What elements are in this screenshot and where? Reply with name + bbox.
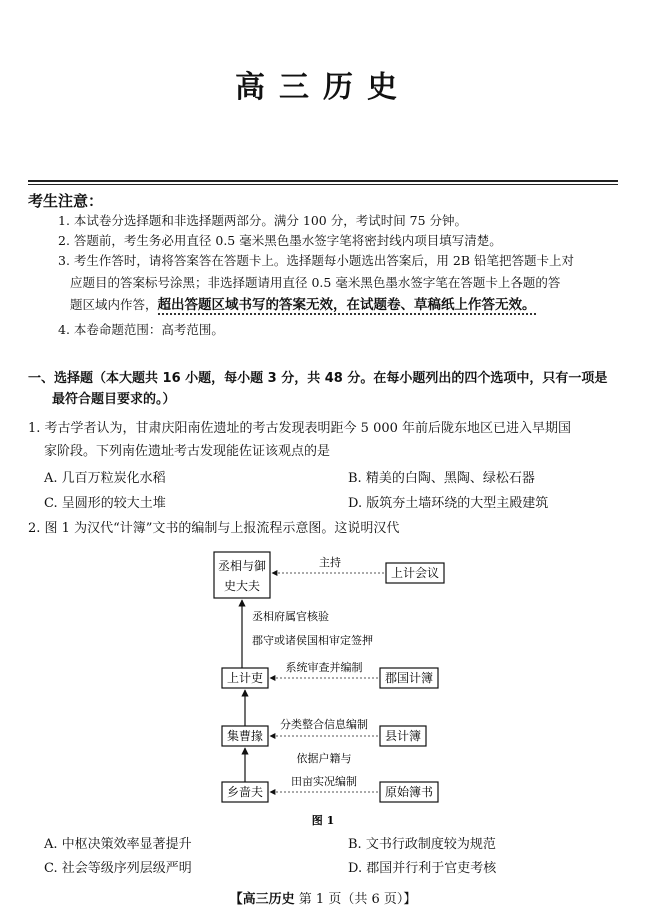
footer-page: 第 1 页（共 6 页）】 [298, 892, 417, 907]
q2-stem: 2. 图 1 为汉代“计簿”文书的编制与上报流程示意图。这说明汉代 [28, 521, 400, 536]
node-original-records-label: 原始簿书 [384, 785, 434, 799]
edge-sign-label: 郡守或诸侯国相审定签押 [252, 634, 373, 647]
page-title: 高三历史 [235, 70, 411, 105]
section-line-1: 一、选择题（本大题共 16 小题，每小题 3 分，共 48 分。在每小题列出的四个选项中，只有一项是 [28, 371, 608, 386]
notice-item-3-tail: 题区域内作答， [70, 297, 158, 312]
node-accounting-officer-label: 上计吏 [226, 671, 264, 685]
node-commandery-ledger-label: 郡国计簿 [384, 671, 434, 685]
section-line-2: 最符合题目要求的。） [52, 392, 176, 407]
node-meeting-label: 上计会议 [390, 566, 440, 580]
q2-option-c: C. 社会等级序列层级严明 [44, 861, 192, 876]
notice-item-4: 4. 本卷命题范围：高考范围。 [58, 322, 224, 337]
notice-heading: 考生注意： [28, 192, 104, 210]
header-rule-thick [28, 180, 618, 182]
q2-option-a: A. 中枢决策效率显著提升 [44, 837, 192, 852]
q1-option-a: A. 几百万粒炭化水稻 [44, 471, 166, 486]
notice-item-3-end [70, 295, 536, 315]
notice-item-2: 2. 答题前，考生务必用直径 0.5 毫米黑色墨水签字笔将密封线内项目填写清楚。 [58, 233, 502, 248]
flow-diagram [0, 540, 646, 830]
node-township-official-label: 乡啬夫 [226, 785, 264, 799]
node-collection-clerk-label: 集曹掾 [226, 729, 264, 743]
notice-emphasis: 超出答题区域书写的答案无效，在试题卷、草稿纸上作答无效。 [157, 297, 536, 313]
edge-verify-label: 丞相府属官核验 [252, 610, 329, 623]
edge-compile-3-label-1: 依据户籍与 [296, 752, 352, 765]
edge-preside-label: 主持 [319, 556, 341, 569]
notice-item-1: 1. 本试卷分选择题和非选择题两部分。满分 100 分，考试时间 75 分钟。 [58, 213, 468, 228]
figure-caption: 图 1 [311, 814, 335, 827]
footer-label: 【高三历史 [229, 892, 295, 907]
page-footer [0, 888, 646, 907]
edge-compile-2-label: 分类整合信息编制 [280, 718, 368, 731]
notice-item-3: 3. 考生作答时，请将答案答在答题卡上。选择题每小题选出答案后，用 2B 铅笔把答题卡上对 [58, 253, 574, 268]
q2-option-d: D. 郡国并行利于官吏考核 [348, 861, 497, 876]
q1-option-b: B. 精美的白陶、黑陶、绿松石器 [348, 471, 535, 486]
q1-option-c: C. 呈圆形的较大土堆 [44, 496, 166, 511]
section-heading [28, 368, 607, 410]
edge-compile-1-label: 系统审查并编制 [285, 661, 363, 674]
notice-item-3-cont: 应题目的答案标号涂黑；非选择题请用直径 0.5 毫米黑色墨水签字笔在答题卡上各题的答 [70, 275, 561, 290]
q1-stem-1: 1. 考古学者认为，甘肃庆阳南佐遗址的考古发现表明距今 5 000 年前后陇东地区已进入早期国 [28, 421, 572, 436]
edge-compile-3-label-2: 田亩实况编制 [291, 775, 357, 788]
node-chancellor-line2: 史大夫 [223, 579, 261, 593]
q2-option-b: B. 文书行政制度较为规范 [348, 837, 496, 852]
q1-stem-2: 家阶段。下列南佐遗址考古发现能佐证该观点的是 [44, 444, 331, 459]
node-county-ledger-label: 县计簿 [384, 729, 422, 743]
header-rule-thin [28, 184, 618, 185]
q1-option-d: D. 版筑夯土墙环绕的大型主殿建筑 [348, 496, 549, 511]
node-chancellor-line1: 丞相与御 [217, 559, 267, 573]
